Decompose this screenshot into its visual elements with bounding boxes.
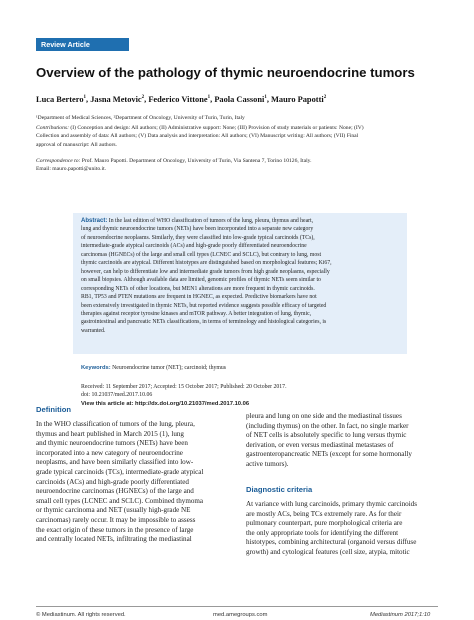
text-line: are mostly ACs, being TCs extremely rare. As for their bbox=[246, 509, 402, 518]
text-line: the exact origin of these tumors in the presence of large bbox=[36, 525, 194, 534]
text-line: histotypes, combining architectural (organoid versus diffuse bbox=[246, 538, 417, 547]
text-line: incorporated into a new category of neuroendocrine bbox=[36, 448, 183, 457]
author-name: Federico Vittone bbox=[148, 95, 208, 104]
diagnostic-heading: Diagnostic criteria bbox=[246, 485, 313, 494]
text-line: neoplasms, and have been similarly classified into low- bbox=[36, 458, 194, 467]
abstract-line: therapies against receptor tyrosine kinases and mTOR pathway. A better integration of lung, thymic, bbox=[81, 310, 312, 317]
correspondence bbox=[36, 157, 442, 174]
author-name: Luca Bertero bbox=[36, 95, 84, 104]
text-line: or thymic carcinoma and NET (usually high-grade NE bbox=[36, 506, 191, 515]
correspondence-label: Correspondence to: bbox=[36, 158, 81, 164]
author-name: Jasna Metovic bbox=[90, 95, 142, 104]
contributions-line: approval of manuscript: All authors. bbox=[36, 141, 117, 148]
footer-citation: Mediastinum 2017;1:10 bbox=[370, 612, 431, 618]
text-line: small cell types (LCNEC and SCLC). Combined thymoma bbox=[36, 496, 204, 505]
view-url-link[interactable]: http://dx.doi.org/10.21037/med.2017.10.06 bbox=[133, 400, 250, 407]
author-separator: , bbox=[266, 95, 272, 104]
correspondence-text: Prof. Mauro Papotti. Department of Oncology, University of Turin, Via Santena 7, Torino 10126, Italy. bbox=[80, 158, 312, 164]
text-line: (including thymus) on the other. In fact, no single marker bbox=[246, 421, 409, 430]
text-line: neuroendocrine carcinomas (HGNECs) of the large and bbox=[36, 487, 194, 496]
text-line: carcinoids (ACs) and high-grade poorly differentiated bbox=[36, 477, 189, 486]
author-name: Mauro Papotti bbox=[271, 95, 324, 104]
definition-heading: Definition bbox=[36, 405, 72, 414]
keywords-label: Keywords: bbox=[81, 365, 111, 371]
footer-site-link[interactable]: med.amegroups.com bbox=[213, 612, 268, 618]
footer-divider bbox=[36, 606, 438, 607]
affiliations: ¹Department of Medical Sciences, ²Department of Oncology, University of Turin, Turin, Italy bbox=[36, 115, 245, 121]
text-line: grade typical carcinoids (TCs), intermediate-grade atypical bbox=[36, 467, 204, 476]
definition-paragraph bbox=[36, 420, 236, 545]
right-column-paragraph bbox=[246, 412, 442, 470]
author-affiliation-marker: 2 bbox=[323, 95, 327, 101]
abstract-line: however, can help to differentiate low and intermediate grade tumors from high grade neoplasms, especially bbox=[81, 268, 330, 275]
text-line: the only appropriate tools for identifying the different bbox=[246, 528, 399, 537]
abstract-line: of neuroendocrine neoplasms. Similarly, they were classified into low-grade typical carcinoids (TCs), bbox=[81, 234, 315, 241]
author-affiliation-marker: 1 bbox=[83, 95, 87, 101]
abstract-line: In the last edition of WHO classification of tumors of the lung, pleura, thymus and heart, bbox=[107, 218, 314, 224]
author-name: Paola Cassoni bbox=[214, 95, 265, 104]
doi-line[interactable]: doi: 10.21037/med.2017.10.06 bbox=[81, 392, 153, 399]
abstract-line: gastrointestinal and pancreatic NETs classifications, in terms of terminology and histological categories, is bbox=[81, 319, 327, 326]
abstract-line: corresponding NETs of other locations, but MEN1 alterations are more frequent in thymic carcinoids. bbox=[81, 285, 315, 292]
author-separator: , bbox=[86, 95, 91, 104]
author-list bbox=[36, 95, 326, 104]
contributions-line: (I) Conception and design: All authors; (II) Administrative support: None; (III) Provision of study materials or patients: None; (IV) bbox=[68, 125, 364, 131]
diagnostic-paragraph bbox=[246, 500, 442, 558]
keywords bbox=[81, 365, 411, 371]
abstract-box bbox=[73, 213, 407, 354]
footer-copyright: © Mediastinum. All rights reserved. bbox=[36, 612, 126, 618]
abstract-label: Abstract: bbox=[81, 218, 108, 224]
article-title: Overview of the pathology of thymic neuroendocrine tumors bbox=[36, 65, 415, 80]
abstract-line: RB1, TP53 and PTEN mutations are frequent in HGNEC, as expected. Predictive biomarkers have not bbox=[81, 294, 317, 301]
text-line: growth) and cytological features (cell size, atypia, mitotic bbox=[246, 547, 410, 556]
contributions-line: Collection and assembly of data: All authors; (V) Data analysis and interpretation: All authors; (VI) Manuscript writing: All authors; (VII) Final bbox=[36, 133, 359, 140]
author-separator: , bbox=[210, 95, 215, 104]
article-history bbox=[81, 383, 411, 408]
abstract-line: lung and thymic neuroendocrine tumors (NETs) have been incorporated into a separate new category bbox=[81, 226, 314, 233]
author-separator: , bbox=[144, 95, 149, 104]
abstract-line: intermediate-grade atypical carcinoids (ACs) and high-grade poorly differentiated neuroendocrine bbox=[81, 243, 307, 250]
text-line: derivation, or even versus mediastinal metastases of bbox=[246, 440, 394, 449]
article-type-badge: Review Article bbox=[36, 38, 129, 51]
abstract-line: on small biopsies. Although available data are limited, genomic profiles of thymic NETs seem similar to bbox=[81, 277, 321, 284]
text-line: pleura and lung on one side and the mediastinal tissues bbox=[246, 412, 402, 420]
text-line: active tumors). bbox=[246, 459, 289, 468]
abstract-line: been extensively investigated in thymic NETs, but reported evidence suggests possible efficacy of targeted bbox=[81, 302, 327, 309]
text-line: At variance with lung carcinoids, primary thymic carcinoids bbox=[246, 500, 417, 508]
text-line: and centrally located NETs, infiltrating the mediastinal bbox=[36, 535, 192, 544]
text-line: gastroenteropancreatic NETs (except for some hormonally bbox=[246, 450, 412, 459]
contributions-label: Contributions: bbox=[36, 125, 69, 131]
text-line: In the WHO classification of tumors of the lung, pleura, bbox=[36, 420, 195, 428]
text-line: of NET cells is absolutely specific to lung versus thymic bbox=[246, 431, 407, 440]
author-affiliation-marker: 1 bbox=[264, 95, 267, 101]
abstract-line: thymic carcinoids are atypical. Different histotypes are distinguished based on morphological features; Ki67, bbox=[81, 260, 332, 267]
contributions bbox=[36, 124, 442, 149]
text-line: thymus and heart published in March 2015 (1), lung bbox=[36, 429, 184, 438]
text-line: pulmonary counterpart, pure morphological criteria are bbox=[246, 519, 403, 528]
author-affiliation-marker: 1 bbox=[207, 95, 211, 101]
author-affiliation-marker: 2 bbox=[141, 95, 145, 101]
text-line: carcinomas) rarely occur. It may be impossible to assess bbox=[36, 515, 196, 524]
keywords-text: Neuroendocrine tumor (NET); carcinoid; thymus bbox=[110, 365, 227, 371]
abstract-line: carcinomas (HGNECs) of the large and small cell types (LCNEC and SCLC), but contrary to lung, most bbox=[81, 251, 322, 258]
received-line: Received: 11 September 2017; Accepted: 15 October 2017; Published: 20 October 2017. bbox=[81, 384, 287, 390]
text-line: and thymic neuroendocrine tumors (NETs) have been bbox=[36, 439, 188, 448]
view-label: View this article at: bbox=[81, 400, 134, 407]
abstract-line: warranted. bbox=[81, 327, 106, 334]
email-line[interactable]: Email: mauro.papotti@unito.it. bbox=[36, 166, 107, 173]
